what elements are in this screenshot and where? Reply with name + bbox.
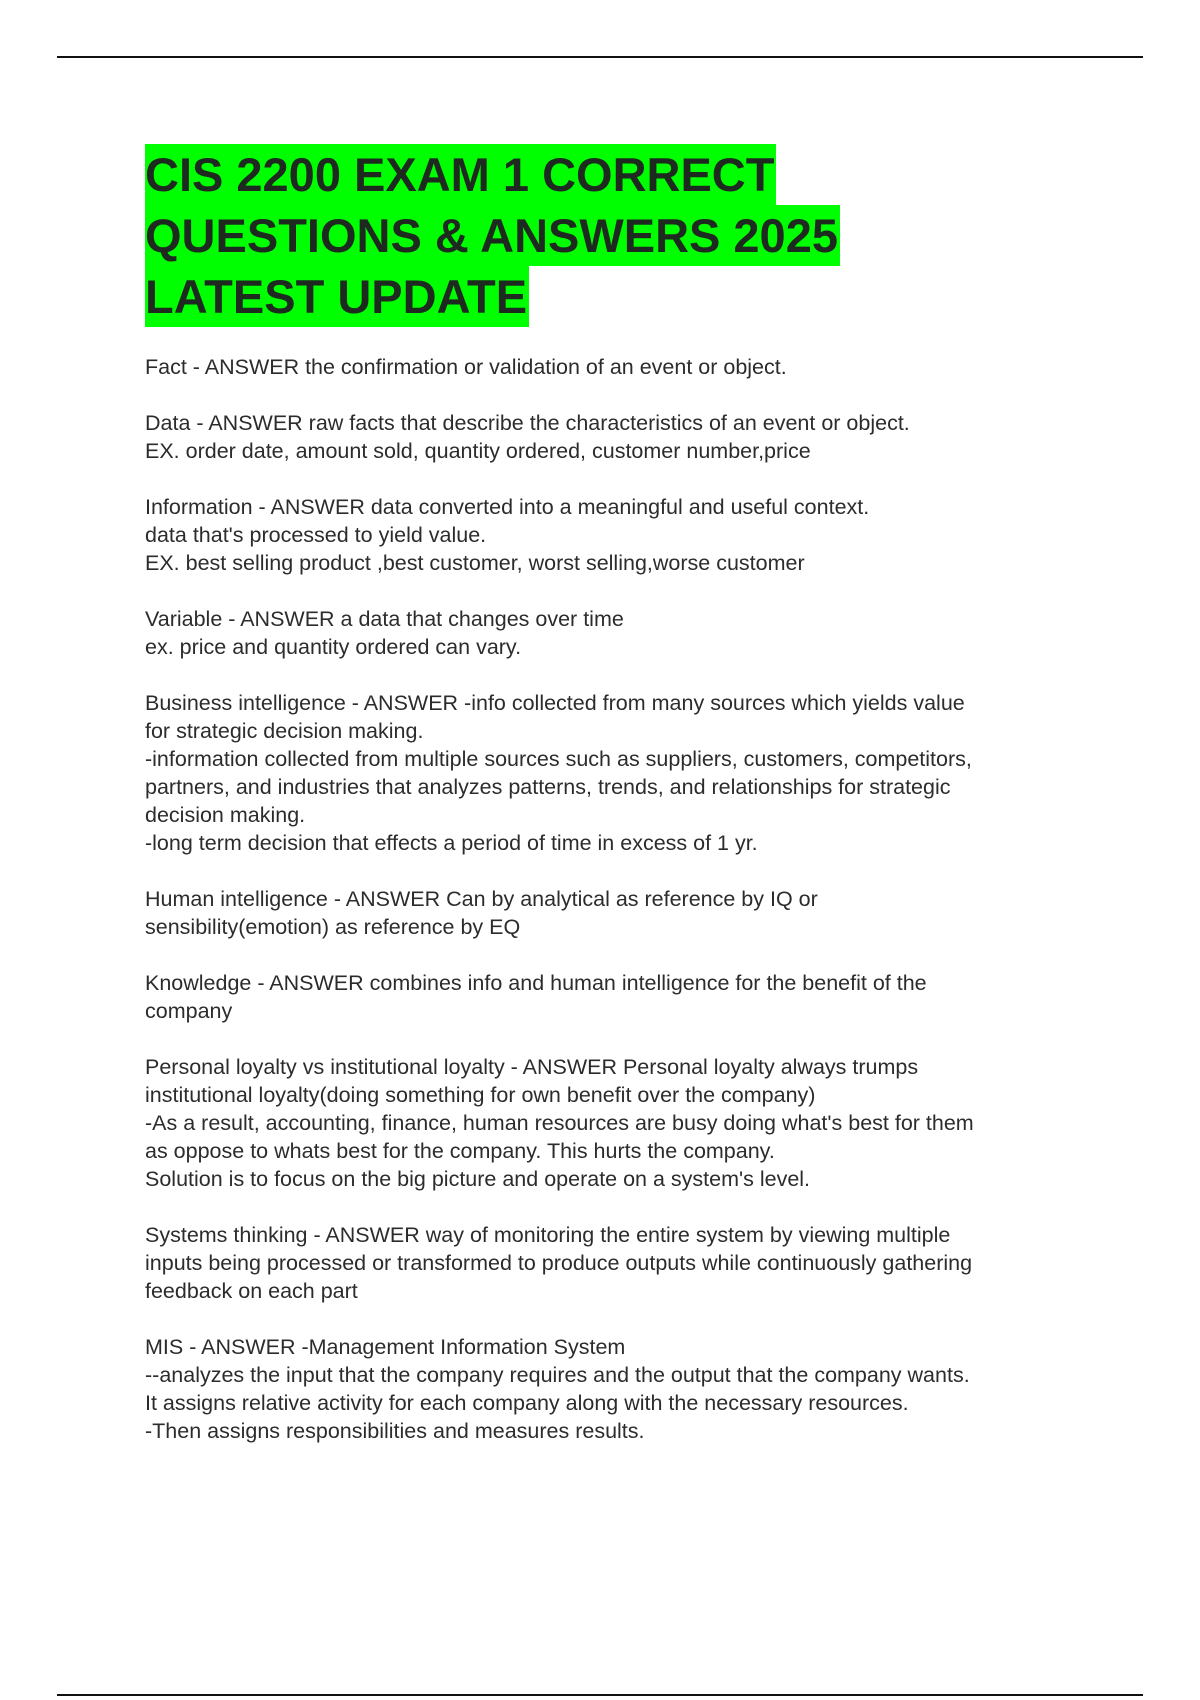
qa-entry — [145, 1221, 1105, 1305]
qa-line: Human intelligence - ANSWER Can by analytical as reference by IQ or — [145, 887, 818, 911]
qa-entry — [145, 689, 1105, 857]
qa-line: --analyzes the input that the company requires and the output that the company wants. — [145, 1363, 970, 1387]
qa-line: It assigns relative activity for each company along with the necessary resources. — [145, 1391, 909, 1415]
qa-line: MIS - ANSWER -Management Information System — [145, 1335, 626, 1359]
qa-line: Fact - ANSWER the confirmation or validation of an event or object. — [145, 355, 787, 379]
bottom-rule — [57, 1694, 1143, 1696]
qa-line: sensibility(emotion) as reference by EQ — [145, 915, 521, 939]
qa-line: Solution is to focus on the big picture and operate on a system's level. — [145, 1167, 811, 1191]
qa-line: decision making. — [145, 803, 306, 827]
qa-line: ex. price and quantity ordered can vary. — [145, 635, 522, 659]
qa-line: Knowledge - ANSWER combines info and human intelligence for the benefit of the — [145, 971, 927, 995]
qa-line: EX. order date, amount sold, quantity ordered, customer number,price — [145, 439, 811, 463]
qa-line: data that's processed to yield value. — [145, 523, 487, 547]
qa-line: partners, and industries that analyzes patterns, trends, and relationships for strategic — [145, 775, 951, 799]
qa-entry — [145, 885, 1105, 941]
top-rule — [57, 56, 1143, 58]
qa-line: as oppose to whats best for the company. This hurts the company. — [145, 1139, 775, 1163]
qa-line: Data - ANSWER raw facts that describe the characteristics of an event or object. — [145, 411, 910, 435]
qa-line: Information - ANSWER data converted into a meaningful and useful context. — [145, 495, 870, 519]
title-line: QUESTIONS & ANSWERS 2025 — [145, 205, 840, 266]
qa-entry — [145, 493, 1105, 577]
qa-entry — [145, 605, 1105, 661]
qa-line: institutional loyalty(doing something for own benefit over the company) — [145, 1083, 816, 1107]
qa-line: Personal loyalty vs institutional loyalty - ANSWER Personal loyalty always trumps — [145, 1055, 919, 1079]
qa-line: -information collected from multiple sources such as suppliers, customers, competitors, — [145, 747, 972, 771]
qa-line: -As a result, accounting, finance, human resources are busy doing what's best for them — [145, 1111, 974, 1135]
qa-line: Variable - ANSWER a data that changes over time — [145, 607, 624, 631]
qa-entry — [145, 969, 1105, 1025]
qa-entry — [145, 409, 1105, 465]
qa-list — [145, 353, 1105, 1473]
qa-line: EX. best selling product ,best customer, worst selling,worse customer — [145, 551, 805, 575]
qa-line: -long term decision that effects a period of time in excess of 1 yr. — [145, 831, 758, 855]
qa-line: inputs being processed or transformed to produce outputs while continuously gathering — [145, 1251, 973, 1275]
qa-line: for strategic decision making. — [145, 719, 424, 743]
qa-line: Systems thinking - ANSWER way of monitoring the entire system by viewing multiple — [145, 1223, 951, 1247]
qa-line: Business intelligence - ANSWER -info collected from many sources which yields value — [145, 691, 965, 715]
qa-entry — [145, 1053, 1105, 1193]
document-title — [145, 144, 840, 327]
qa-line: company — [145, 999, 233, 1023]
title-line: LATEST UPDATE — [145, 266, 529, 327]
title-line: CIS 2200 EXAM 1 CORRECT — [145, 144, 776, 205]
qa-line: feedback on each part — [145, 1279, 358, 1303]
qa-line: -Then assigns responsibilities and measures results. — [145, 1419, 645, 1443]
qa-entry — [145, 1333, 1105, 1445]
qa-entry — [145, 353, 1105, 381]
